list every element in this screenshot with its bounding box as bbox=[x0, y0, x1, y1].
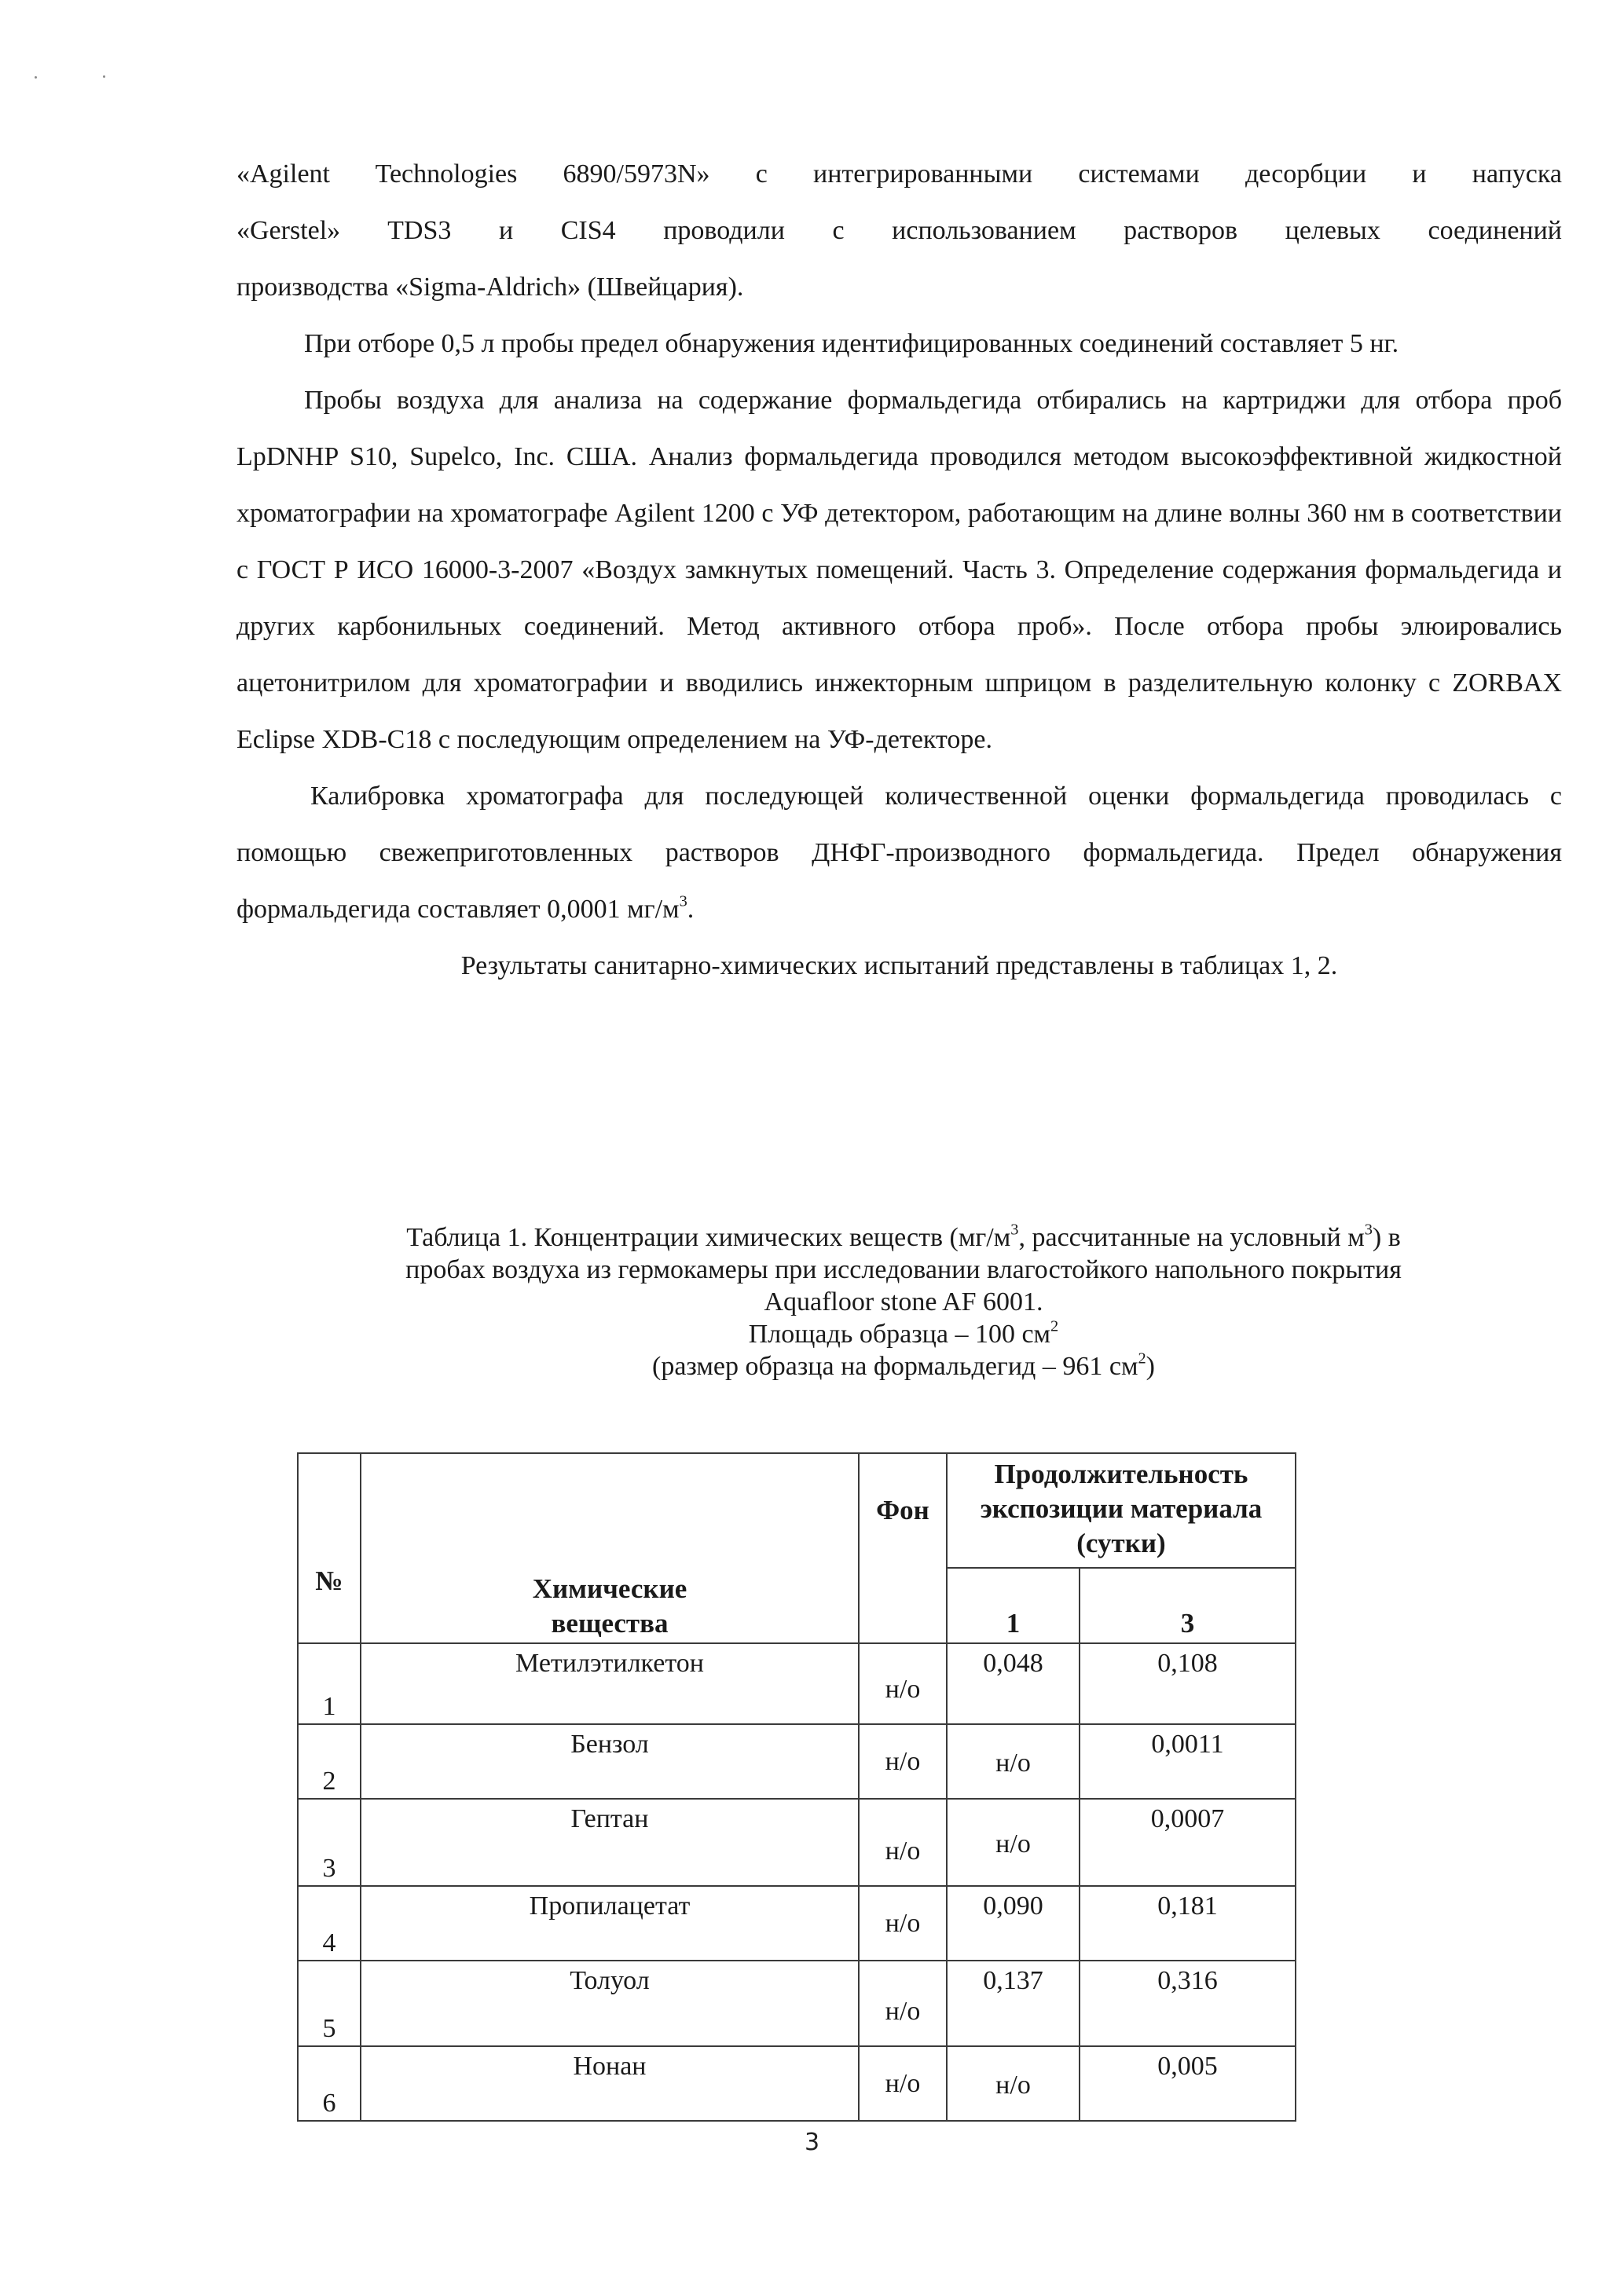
cell-number: 4 bbox=[298, 1886, 361, 1961]
header-exposure-duration bbox=[947, 1453, 1296, 1568]
cell-chemical: Гептан bbox=[361, 1799, 859, 1886]
table-header-row bbox=[298, 1453, 1296, 1568]
header-day-1: 1 bbox=[947, 1568, 1080, 1643]
body-text bbox=[236, 146, 1562, 994]
paragraph-results: Результаты санитарно-химических испытаний представлены в таблицах 1, 2. bbox=[460, 951, 1338, 980]
cell-day-3: 0,0007 bbox=[1080, 1799, 1296, 1886]
table-row bbox=[298, 1961, 1296, 2046]
cell-chemical: Нонан bbox=[361, 2046, 859, 2121]
paragraph-calibration bbox=[236, 768, 1562, 938]
header-chemicals-label: Химические вещества bbox=[532, 1573, 687, 1639]
caption-line-2: пробах воздуха из гермокамеры при исследовании влагостойкого напольного покрытия bbox=[405, 1255, 1402, 1284]
page-number: 3 bbox=[804, 2129, 820, 2156]
cell-day-3: 0,181 bbox=[1080, 1886, 1296, 1961]
cell-day-1: н/о bbox=[947, 1799, 1080, 1886]
caption-sup: 2 bbox=[1138, 1349, 1146, 1368]
table-row bbox=[298, 2046, 1296, 2121]
caption-sup: 2 bbox=[1050, 1317, 1059, 1335]
caption-text: ) в bbox=[1372, 1223, 1401, 1252]
cell-number: 6 bbox=[298, 2046, 361, 2121]
caption-line-1 bbox=[267, 1221, 1540, 1254]
caption-text: Площадь образца – 100 см bbox=[748, 1320, 1051, 1349]
calibration-end: . bbox=[687, 895, 695, 924]
cell-day-1: 0,137 bbox=[947, 1961, 1080, 2046]
cell-background: н/о bbox=[859, 1724, 947, 1799]
caption-line-5 bbox=[267, 1350, 1540, 1382]
table-row bbox=[298, 1724, 1296, 1799]
cell-chemical: Пропилацетат bbox=[361, 1886, 859, 1961]
calibration-sup: 3 bbox=[679, 892, 687, 910]
cell-background: н/о bbox=[859, 1799, 947, 1886]
cell-day-1: 0,090 bbox=[947, 1886, 1080, 1961]
cell-number: 2 bbox=[298, 1724, 361, 1799]
cell-day-1: 0,048 bbox=[947, 1643, 1080, 1724]
calibration-text: Калибровка хроматографа для последующей количественной оценки формальдегида проводилась с помощью свежеприготовленных растворов ДНФГ-производного формальдегида. Предел обнаружения формальдегида составляет 0,0001 мг/м bbox=[236, 782, 1562, 924]
cell-day-3: 0,316 bbox=[1080, 1961, 1296, 2046]
cell-day-3: 0,005 bbox=[1080, 2046, 1296, 2121]
cell-number: 1 bbox=[298, 1643, 361, 1724]
caption-sup: 3 bbox=[1364, 1221, 1373, 1239]
cell-number: 5 bbox=[298, 1961, 361, 2046]
cell-day-1: н/о bbox=[947, 2046, 1080, 2121]
caption-text: Таблица 1. Концентрации химических веществ (мг/м bbox=[406, 1223, 1011, 1252]
caption-text: , рассчитанные на условный м bbox=[1018, 1223, 1365, 1252]
caption-line-3: Aquafloor stone AF 6001. bbox=[764, 1287, 1043, 1316]
cell-chemical: Толуол bbox=[361, 1961, 859, 2046]
cell-chemical: Бензол bbox=[361, 1724, 859, 1799]
caption-text: ) bbox=[1146, 1352, 1155, 1381]
paragraph-detection-limit: При отборе 0,5 л пробы предел обнаружения идентифицированных соединений составляет 5 нг. bbox=[304, 329, 1399, 358]
header-exposure-duration-label: Продолжительность экспозиции материала (сутки) bbox=[980, 1459, 1263, 1558]
header-number: № bbox=[298, 1453, 361, 1643]
paragraph-gcms-l1: «Agilent Technologies 6890/5973N» с интегрированными системами десорбции и напуска bbox=[236, 159, 1562, 189]
table-row bbox=[298, 1886, 1296, 1961]
cell-chemical: Метилэтилкетон bbox=[361, 1643, 859, 1724]
table-row bbox=[298, 1799, 1296, 1886]
scan-speck bbox=[35, 76, 37, 79]
cell-background: н/о bbox=[859, 1886, 947, 1961]
paragraph-gcms-l2: «Gerstel» TDS3 и CIS4 проводили с использованием растворов целевых соединений bbox=[236, 216, 1562, 245]
cell-day-3: 0,0011 bbox=[1080, 1724, 1296, 1799]
cell-day-1: н/о bbox=[947, 1724, 1080, 1799]
table-row bbox=[298, 1643, 1296, 1724]
concentration-table bbox=[297, 1452, 1296, 2122]
cell-background: н/о bbox=[859, 1961, 947, 2046]
paragraph-gcms-l3: производства «Sigma-Aldrich» (Швейцария). bbox=[236, 273, 744, 302]
table-caption bbox=[267, 1221, 1540, 1382]
caption-text: (размер образца на формальдегид – 961 см bbox=[652, 1352, 1138, 1381]
cell-day-3: 0,108 bbox=[1080, 1643, 1296, 1724]
header-day-3: 3 bbox=[1080, 1568, 1296, 1643]
scan-speck bbox=[103, 75, 105, 78]
header-chemicals bbox=[361, 1453, 859, 1643]
caption-line-4 bbox=[267, 1318, 1540, 1350]
cell-background: н/о bbox=[859, 2046, 947, 2121]
cell-number: 3 bbox=[298, 1799, 361, 1886]
caption-sup: 3 bbox=[1010, 1221, 1019, 1239]
paragraph-formaldehyde-method: Пробы воздуха для анализа на содержание формальдегида отбирались на картриджи для отбора проб LpDNHP S10, Supelco, Inc. США. Анализ формальдегида проводился методом высокоэффективной жидкостной хроматографии на хроматографе Agilent 1200 с УФ детектором, работающим на длине волны 360 нм в соответствии с ГОСТ Р ИСО 16000-3-2007 «Воздух замкнутых помещений. Часть 3. Определение содержания формальдегида и других карбонильных соединений. Метод активного отбора проб». После отбора пробы элюировались ацетонитрилом для хроматографии и вводились инжекторным шприцом в разделительную колонку с ZORBAX Eclipse XDB-C18 с последующим определением на УФ-детекторе. bbox=[236, 386, 1562, 754]
cell-background: н/о bbox=[859, 1643, 947, 1724]
header-background: Фон bbox=[859, 1453, 947, 1643]
